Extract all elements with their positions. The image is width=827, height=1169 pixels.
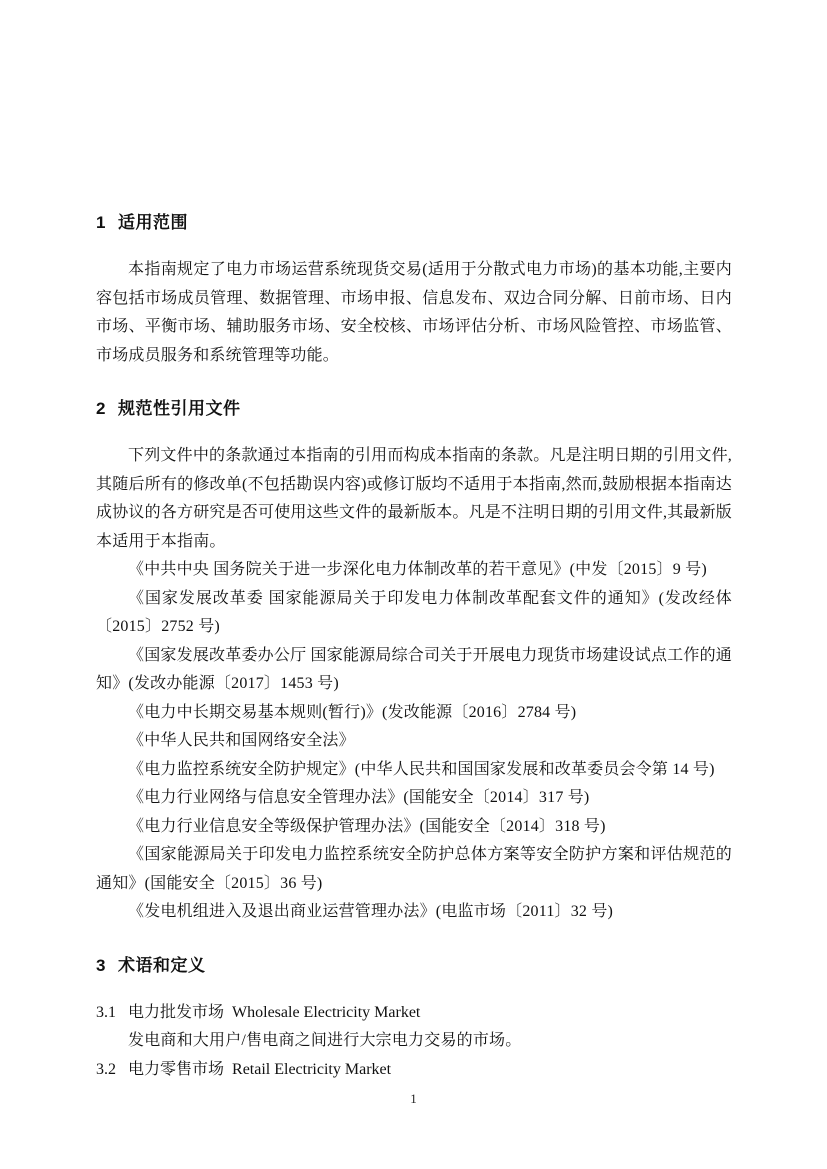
section-2-heading xyxy=(96,396,732,422)
term-name-zh: 电力零售市场 xyxy=(128,1060,225,1078)
section-3-heading xyxy=(96,953,732,979)
reference-item: 《电力行业网络与信息安全管理办法》(国能安全〔2014〕317 号) xyxy=(128,789,590,806)
section-1-title: 适用范围 xyxy=(117,213,188,232)
section-2-title: 规范性引用文件 xyxy=(117,399,241,418)
reference-item: 《中华人民共和国网络安全法》 xyxy=(128,732,355,749)
section-2-paragraph: 下列文件中的条款通过本指南的引用而构成本指南的条款。凡是注明日期的引用文件,其随后所有的修改单(不包括勘误内容)或修订版均不适用于本指南,然而,鼓励根据本指南达成协议的各方研究是否可使用这些文件的最新版本。凡是不注明日期的引用文件,其最新版本适用于本指南。 xyxy=(96,447,733,550)
term-entry xyxy=(96,1056,732,1085)
section-1-heading xyxy=(96,210,732,236)
reference-item: 《发电机组进入及退出商业运营管理办法》(电监市场〔2011〕32 号) xyxy=(128,903,614,920)
reference-item: 《国家发展改革委办公厅 国家能源局综合司关于开展电力现货市场建设试点工作的通知》(发改办能源〔2017〕1453 号) xyxy=(96,646,732,692)
section-3-title: 术语和定义 xyxy=(117,955,206,975)
section-1-paragraph: 本指南规定了电力市场运营系统现货交易(适用于分散式电力市场)的基本功能,主要内容包括市场成员管理、数据管理、市场申报、信息发布、双边合同分解、日前市场、日内市场、平衡市场、辅助服务市场、安全校核、市场评估分析、市场风险管控、市场监管、市场成员服务和系统管理等功能。 xyxy=(96,261,732,364)
term-name-zh: 电力批发市场 xyxy=(128,1003,225,1021)
reference-item: 《国家发展改革委 国家能源局关于印发电力体制改革配套文件的通知》(发改经体〔2015〕2752 号) xyxy=(96,589,732,635)
reference-item: 《电力中长期交易基本规则(暂行)》(发改能源〔2016〕2784 号) xyxy=(128,703,577,721)
section-2-number: 2 xyxy=(96,399,106,418)
term-entry xyxy=(96,999,732,1056)
section-3-number: 3 xyxy=(96,955,106,975)
page-number: 1 xyxy=(410,1091,417,1106)
term-number: 3.2 xyxy=(96,1060,116,1078)
reference-item: 《国家能源局关于印发电力监控系统安全防护总体方案等安全防护方案和评估规范的通知》(国能安全〔2015〕36 号) xyxy=(96,846,732,892)
reference-item: 《电力行业信息安全等级保护管理办法》(国能安全〔2014〕318 号) xyxy=(128,817,606,835)
term-heading xyxy=(96,1056,732,1085)
term-heading xyxy=(96,999,732,1028)
term-name-en: Retail Electricity Market xyxy=(232,1060,392,1078)
term-definition: 发电商和大用户/售电商之间进行大宗电力交易的市场。 xyxy=(128,1032,522,1049)
document-content xyxy=(96,210,732,1084)
term-number: 3.1 xyxy=(96,1003,116,1021)
reference-item: 《中共中央 国务院关于进一步深化电力体制改革的若干意见》(中发〔2015〕9 号) xyxy=(128,561,707,578)
reference-item: 《电力监控系统安全防护规定》(中华人民共和国国家发展和改革委员会令第 14 号) xyxy=(128,760,715,778)
term-name-en: Wholesale Electricity Market xyxy=(232,1003,421,1021)
section-1-number: 1 xyxy=(96,213,106,232)
